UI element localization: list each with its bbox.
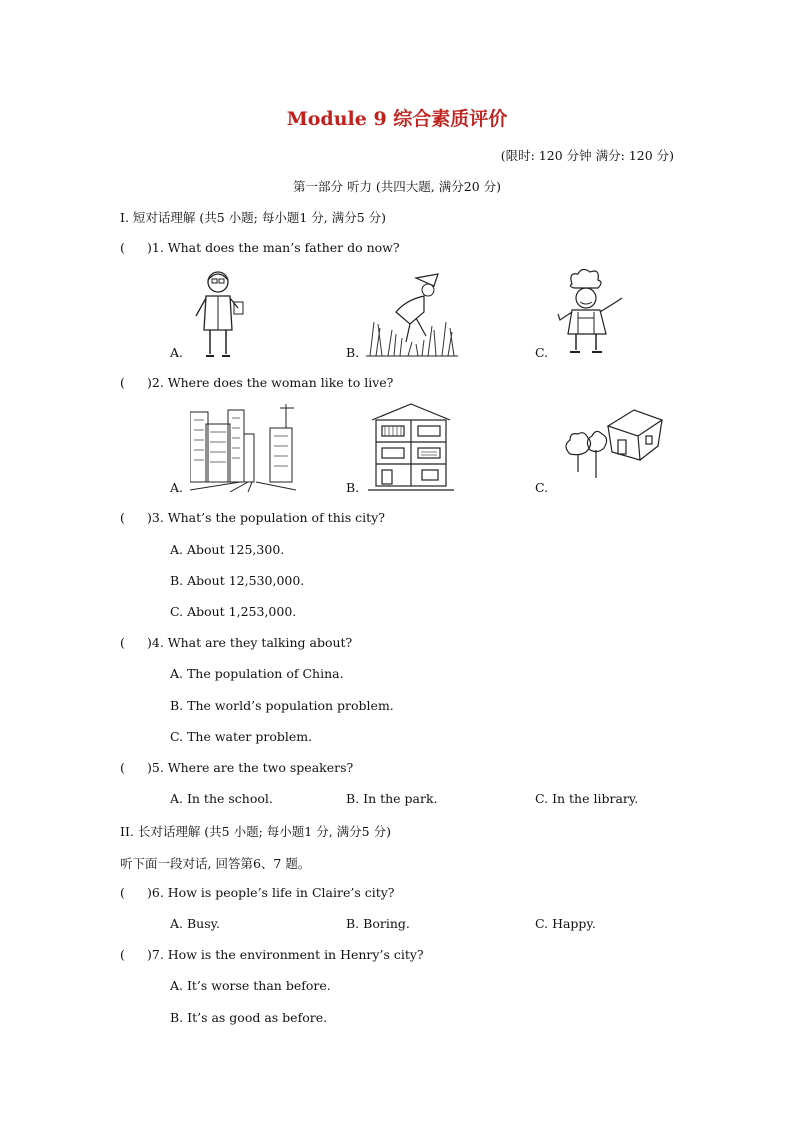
q4-option-b: B. The world’s population problem. <box>170 698 394 713</box>
q7-option-b: B. It’s as good as before. <box>170 1010 328 1025</box>
answer-paren: ( <box>120 885 125 900</box>
q2-option-c: C. <box>535 480 549 495</box>
answer-paren: ( <box>120 760 125 775</box>
apartment-building-illustration <box>368 402 454 492</box>
q4-option-a: A. The population of China. <box>170 666 344 681</box>
q6-stem: )6. How is people’s life in Claire’s city? <box>147 885 395 900</box>
q6-option-a: A. Busy. <box>170 916 220 931</box>
q6-option-b: B. Boring. <box>346 916 410 931</box>
doctor-illustration <box>190 268 246 358</box>
cook-illustration <box>556 268 626 358</box>
q3-stem: )3. What’s the population of this city? <box>147 510 385 525</box>
section2-instruction: 听下面一段对话, 回答第6、7 题。 <box>120 856 311 871</box>
answer-paren: ( <box>120 240 125 255</box>
q2-option-b: B. <box>346 480 360 495</box>
q1-option-b: B. <box>346 345 360 360</box>
q3-option-c: C. About 1,253,000. <box>170 604 297 619</box>
q6-option-c: C. Happy. <box>535 916 596 931</box>
time-info: (限时: 120 分钟 满分: 120 分) <box>500 148 674 163</box>
q1-stem: )1. What does the man’s father do now? <box>147 240 400 255</box>
country-house-illustration <box>562 406 664 484</box>
q5-option-c: C. In the library. <box>535 791 639 806</box>
q5-option-b: B. In the park. <box>346 791 438 806</box>
q4-option-c: C. The water problem. <box>170 729 313 744</box>
part1-heading: 第一部分 听力 (共四大题, 满分20 分) <box>292 179 502 194</box>
q7-option-a: A. It’s worse than before. <box>170 978 331 993</box>
answer-paren: ( <box>120 635 125 650</box>
q3-option-a: A. About 125,300. <box>170 542 285 557</box>
q1-option-c: C. <box>535 345 549 360</box>
q3-option-b: B. About 12,530,000. <box>170 573 305 588</box>
section2-heading: II. 长对话理解 (共5 小题; 每小题1 分, 满分5 分) <box>120 824 391 839</box>
q4-stem: )4. What are they talking about? <box>147 635 353 650</box>
answer-paren: ( <box>120 375 125 390</box>
q5-option-a: A. In the school. <box>170 791 273 806</box>
answer-paren: ( <box>120 947 125 962</box>
page-title: Module 9 综合素质评价 <box>286 108 508 130</box>
q2-option-a: A. <box>170 480 184 495</box>
farmer-illustration <box>366 272 458 358</box>
q5-stem: )5. Where are the two speakers? <box>147 760 354 775</box>
answer-paren: ( <box>120 510 125 525</box>
q1-option-a: A. <box>170 345 184 360</box>
q2-stem: )2. Where does the woman like to live? <box>147 375 394 390</box>
q7-stem: )7. How is the environment in Henry’s city? <box>147 947 424 962</box>
city-street-illustration <box>190 404 296 492</box>
section1-heading: I. 短对话理解 (共5 小题; 每小题1 分, 满分5 分) <box>120 210 387 225</box>
